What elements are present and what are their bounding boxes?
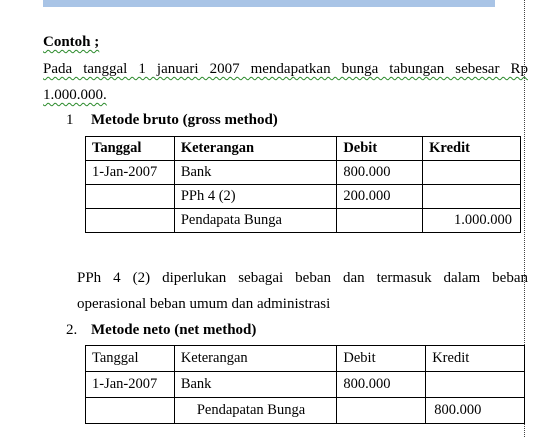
table-row	[86, 209, 521, 233]
note-line-2: operasional beban umum dan administrasi	[77, 296, 331, 312]
cell-debit	[337, 398, 426, 424]
cell-credit	[426, 372, 525, 398]
table-row	[86, 185, 521, 209]
cell-credit: 1.000.000	[423, 209, 521, 233]
cell-date: 1-Jan-2007	[86, 372, 175, 398]
cell-credit	[423, 161, 521, 185]
header-kredit: Kredit	[426, 346, 525, 372]
paragraph-line-1: Pada tanggal 1 januari 2007 mendapatkan bunga tabungan sebesar Rp	[43, 61, 528, 77]
gross-method-table	[85, 136, 521, 233]
header-debit: Debit	[337, 346, 426, 372]
cell-debit: 800.000	[337, 372, 426, 398]
example-heading: Contoh ;	[43, 34, 100, 50]
header-keterangan: Keterangan	[174, 137, 337, 161]
paragraph-line-2: 1.000.000.	[43, 87, 107, 103]
header-keterangan: Keterangan	[174, 346, 337, 372]
net-method-table	[85, 345, 525, 424]
cell-debit	[337, 209, 423, 233]
section-2-title: Metode neto (net method)	[91, 322, 257, 338]
section-1-title: Metode bruto (gross method)	[91, 112, 278, 128]
table-row	[86, 398, 525, 424]
cell-debit: 200.000	[337, 185, 423, 209]
cell-description: Bank	[174, 161, 337, 185]
header-debit: Debit	[337, 137, 423, 161]
section-2-number: 2.	[66, 322, 78, 338]
note-line-1: PPh 4 (2) diperlukan sebagai beban dan termasuk dalam beban	[77, 270, 528, 286]
cell-date	[86, 398, 175, 424]
header-tanggal: Tanggal	[86, 137, 175, 161]
cell-description: Bank	[174, 372, 337, 398]
cell-description: PPh 4 (2)	[174, 185, 337, 209]
section-1-number: 1	[66, 112, 74, 128]
table-row	[86, 372, 525, 398]
cell-credit: 800.000	[426, 398, 525, 424]
cell-date: 1-Jan-2007	[86, 161, 175, 185]
table-header-row	[86, 346, 525, 372]
cell-debit: 800.000	[337, 161, 423, 185]
cell-date	[86, 209, 175, 233]
cell-credit	[423, 185, 521, 209]
table-row	[86, 161, 521, 185]
header-kredit: Kredit	[423, 137, 521, 161]
cell-date	[86, 185, 175, 209]
header-tanggal: Tanggal	[86, 346, 175, 372]
table-header-row	[86, 137, 521, 161]
cell-description: Pendapatan Bunga	[174, 398, 337, 424]
selection-highlight-bar	[43, 0, 495, 7]
cell-description: Pendapata Bunga	[174, 209, 337, 233]
